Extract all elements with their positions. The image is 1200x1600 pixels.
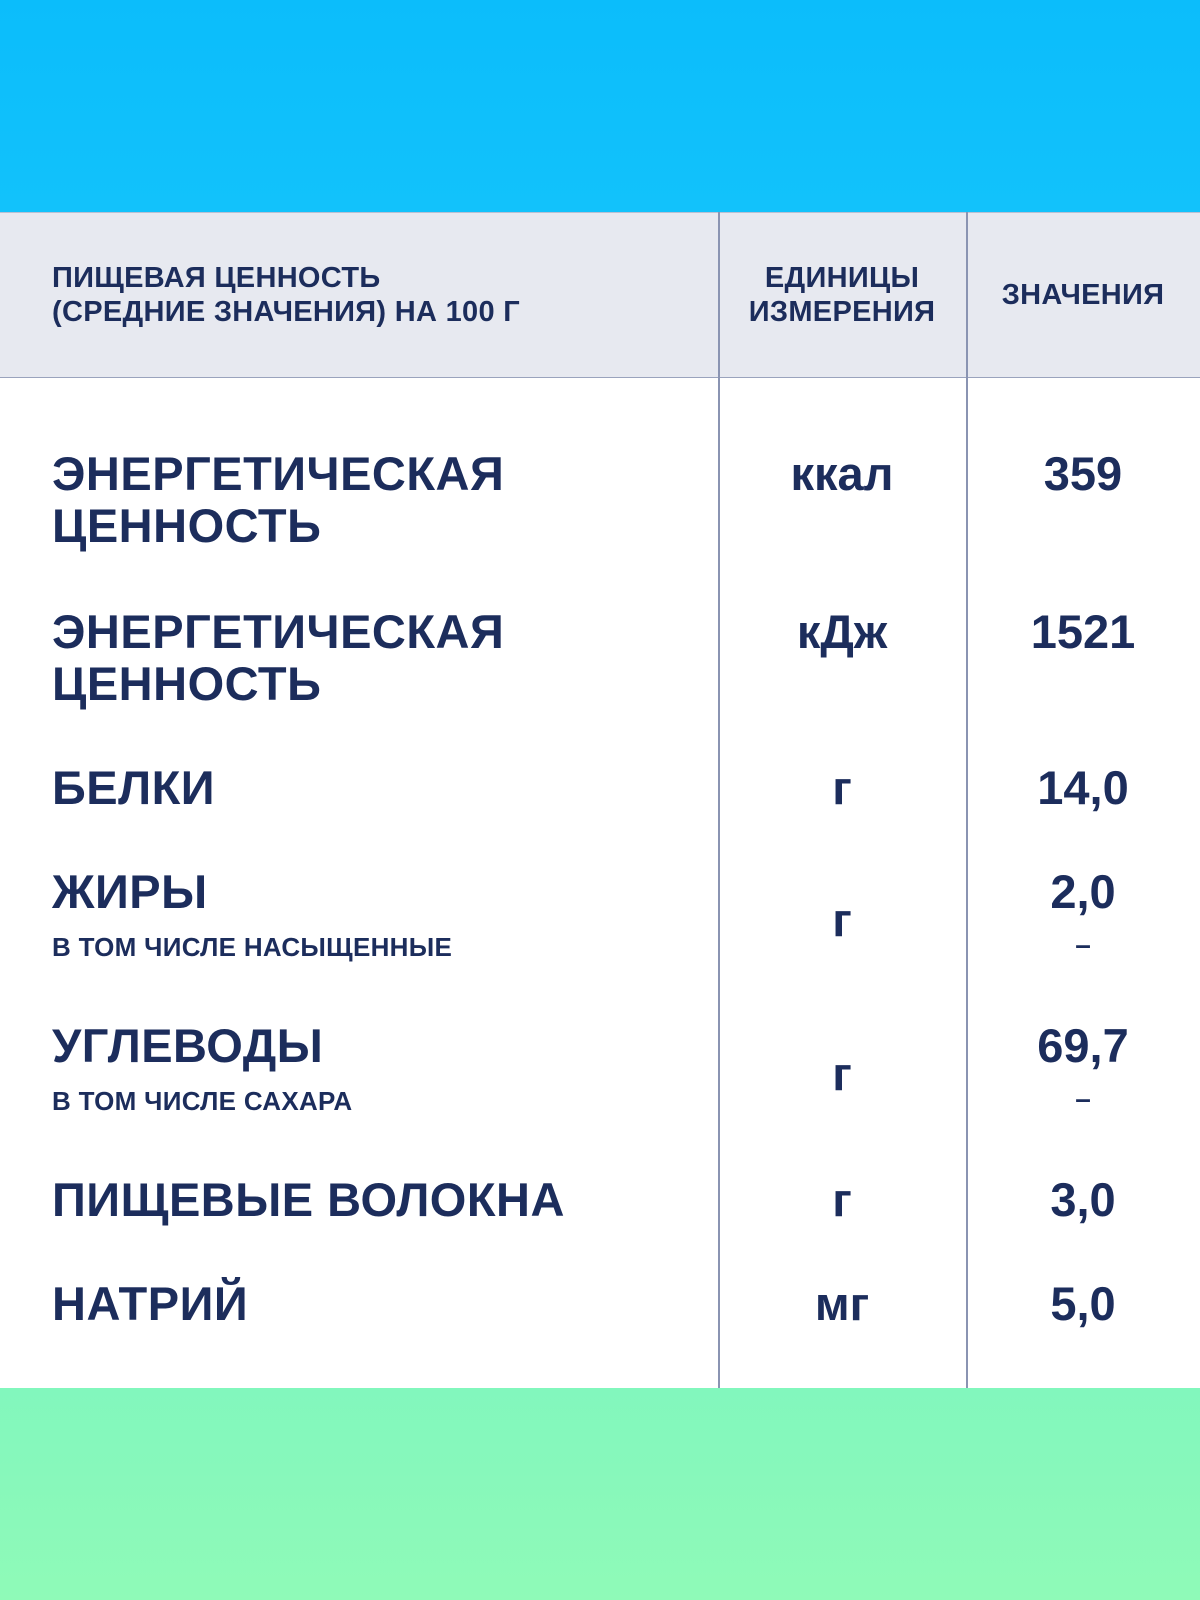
header-units-line1: ЕДИНИЦЫ [764,262,920,294]
table-header [0,212,1200,378]
header-nutrition-label [52,261,692,329]
row-subvalue: – [1075,1083,1091,1114]
row-unit: г [832,1173,852,1226]
row-label-line2: ЦЕННОСТЬ [52,657,322,710]
row-value: 14,0 [1037,761,1129,814]
row-value: 3,0 [1050,1173,1116,1226]
nutrition-table [0,212,1200,1388]
row-sublabel: В ТОМ ЧИСЛЕ НАСЫЩЕННЫЕ [52,932,453,962]
row-unit: г [832,761,852,814]
bottom-color-band [0,1388,1200,1600]
row-label [52,448,712,552]
row-subvalue: – [1075,929,1091,960]
row-value: 1521 [1030,605,1136,658]
row-value: 359 [1043,447,1123,500]
row-label-line1: ЭНЕРГЕТИЧЕСКАЯ [52,605,505,658]
row-label-line2: ЦЕННОСТЬ [52,499,322,552]
row-unit: кДж [796,605,888,658]
row-value: 2,0 [1050,865,1116,918]
row-value: 5,0 [1050,1277,1116,1330]
row-label: НАТРИЙ [52,1277,249,1330]
header-units-line2: ИЗМЕРЕНИЯ [748,296,936,328]
header-nutrition-line1: ПИЩЕВАЯ ЦЕННОСТЬ [52,262,381,294]
row-value: 69,7 [1037,1019,1129,1072]
header-values-label: ЗНАЧЕНИЯ [1001,279,1165,311]
row-label: УГЛЕВОДЫ [52,1019,324,1072]
row-unit: г [832,893,852,946]
row-unit: мг [814,1277,870,1330]
row-label: ПИЩЕВЫЕ ВОЛОКНА [52,1173,565,1226]
row-label: ЖИРЫ [52,865,208,918]
row-sublabel: В ТОМ ЧИСЛЕ САХАРА [52,1086,353,1116]
row-unit: ккал [790,447,894,500]
row-label [52,606,712,710]
header-units-label [718,261,966,329]
top-color-band [0,0,1200,212]
header-nutrition-line2: (СРЕДНИЕ ЗНАЧЕНИЯ) НА 100 Г [52,296,520,328]
row-label-line1: ЭНЕРГЕТИЧЕСКАЯ [52,447,505,500]
row-label: БЕЛКИ [52,761,216,814]
row-unit: г [832,1047,852,1100]
